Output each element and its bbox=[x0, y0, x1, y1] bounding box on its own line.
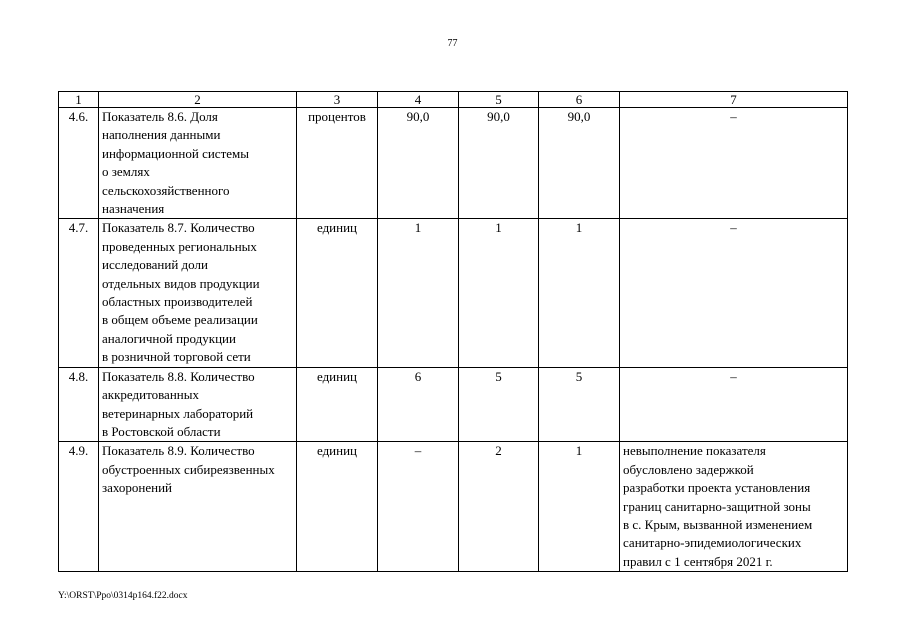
note-cell bbox=[620, 219, 848, 367]
row-number: 4.7. bbox=[59, 219, 99, 367]
indicator-name-line: сельскохозяйственного bbox=[102, 182, 230, 198]
row-number: 4.9. bbox=[59, 442, 99, 572]
note-cell-line: санитарно-эпидемиологических bbox=[623, 535, 802, 551]
note-cell-line: границ санитарно-защитной зоны bbox=[623, 498, 811, 514]
header-row bbox=[59, 92, 848, 108]
table-row bbox=[59, 367, 848, 442]
note-cell-line: в с. Крым, вызванной изменением bbox=[623, 516, 813, 532]
indicator-name-line: в розничной торговой сети bbox=[102, 349, 251, 365]
indicator-name-line: Показатель 8.6. Доля bbox=[102, 109, 218, 124]
indicator-name-line: назначения bbox=[102, 201, 165, 217]
indicator-name-line: отдельных видов продукции bbox=[102, 275, 260, 291]
value-col5: 5 bbox=[459, 367, 539, 442]
indicator-name-line: обустроенных сибиреязвенных bbox=[102, 461, 275, 477]
note-cell-line: обусловлено задержкой bbox=[623, 461, 754, 477]
indicator-name bbox=[99, 219, 297, 367]
indicator-name-line: Показатель 8.7. Количество bbox=[102, 220, 255, 236]
table-row bbox=[59, 219, 848, 367]
column-header: 3 bbox=[297, 92, 378, 108]
note-cell-line: невыполнение показателя bbox=[623, 443, 766, 459]
indicator-name-line: в Ростовской области bbox=[102, 423, 221, 439]
note-cell-line: разработки проекта установления bbox=[623, 480, 811, 496]
column-header: 6 bbox=[539, 92, 620, 108]
unit-cell: единиц bbox=[297, 442, 378, 572]
value-col4: 6 bbox=[378, 367, 459, 442]
table-row bbox=[59, 442, 848, 572]
indicator-name-line: в общем объеме реализации bbox=[102, 312, 258, 328]
indicator-name-line: аккредитованных bbox=[102, 387, 199, 403]
note-cell bbox=[620, 442, 848, 572]
file-path-footer: Y:\ORST\Ppo\0314p164.f22.docx bbox=[58, 591, 188, 601]
indicator-name-line: наполнения данными bbox=[102, 127, 221, 143]
column-header: 5 bbox=[459, 92, 539, 108]
indicator-name-line: исследований доли bbox=[102, 257, 208, 273]
value-col4: 1 bbox=[378, 219, 459, 367]
table-row bbox=[59, 108, 848, 219]
indicator-name-line: областных производителей bbox=[102, 294, 253, 310]
value-col5: 2 bbox=[459, 442, 539, 572]
note-cell-line: – bbox=[730, 220, 737, 236]
indicator-name-line: аналогичной продукции bbox=[102, 330, 236, 346]
indicator-name-line: ветеринарных лабораторий bbox=[102, 405, 254, 421]
row-number: 4.6. bbox=[59, 108, 99, 219]
indicator-name-line: информационной системы bbox=[102, 145, 249, 161]
row-number: 4.8. bbox=[59, 367, 99, 442]
indicator-name-line: Показатель 8.8. Количество bbox=[102, 368, 255, 384]
unit-cell: процентов bbox=[297, 108, 378, 219]
value-col6: 1 bbox=[539, 442, 620, 572]
indicator-name bbox=[99, 108, 297, 219]
note-cell-line: – bbox=[730, 109, 737, 124]
value-col4: 90,0 bbox=[378, 108, 459, 219]
column-header: 4 bbox=[378, 92, 459, 108]
indicator-name bbox=[99, 442, 297, 572]
indicators-table bbox=[58, 91, 848, 572]
page-number: 77 bbox=[447, 38, 458, 49]
value-col4: – bbox=[378, 442, 459, 572]
note-cell bbox=[620, 367, 848, 442]
note-cell bbox=[620, 108, 848, 219]
indicator-name-line: проведенных региональных bbox=[102, 238, 257, 254]
column-header: 2 bbox=[99, 92, 297, 108]
value-col5: 1 bbox=[459, 219, 539, 367]
column-header: 7 bbox=[620, 92, 848, 108]
value-col6: 90,0 bbox=[539, 108, 620, 219]
note-cell-line: правил с 1 сентября 2021 г. bbox=[623, 553, 773, 569]
indicator-name-line: о землях bbox=[102, 164, 150, 180]
indicator-name-line: Показатель 8.9. Количество bbox=[102, 443, 255, 459]
note-cell-line: – bbox=[730, 368, 737, 384]
value-col5: 90,0 bbox=[459, 108, 539, 219]
indicator-name-line: захоронений bbox=[102, 480, 173, 496]
unit-cell: единиц bbox=[297, 367, 378, 442]
column-header: 1 bbox=[59, 92, 99, 108]
unit-cell: единиц bbox=[297, 219, 378, 367]
value-col6: 1 bbox=[539, 219, 620, 367]
indicator-name bbox=[99, 367, 297, 442]
value-col6: 5 bbox=[539, 367, 620, 442]
